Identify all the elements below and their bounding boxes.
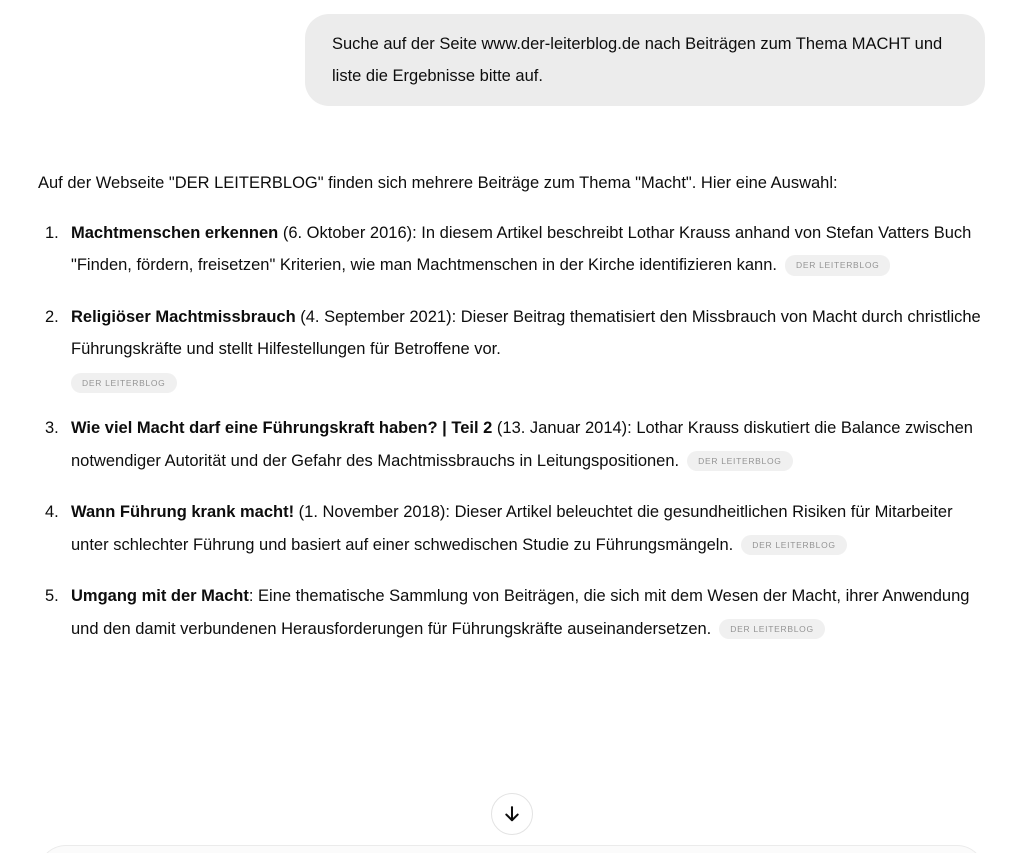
item-text: (6. Oktober 2016): In diesem Artikel beschreibt Lothar Krauss anhand von Stefan Vatters Buch "Finden, fördern, freisetzen" Kriterien, wie man Machtmenschen in der Kirche identifizieren kann. bbox=[71, 223, 972, 274]
source-badge[interactable]: DER LEITERBLOG bbox=[719, 619, 825, 640]
item-title: Wann Führung krank macht! bbox=[71, 503, 295, 521]
list-item bbox=[38, 301, 985, 394]
arrow-down-icon bbox=[501, 803, 523, 825]
list-item bbox=[38, 412, 985, 477]
list-number: 5. bbox=[45, 587, 59, 605]
message-composer-input[interactable] bbox=[38, 845, 985, 853]
item-title: Religiöser Machtmissbrauch bbox=[71, 307, 296, 326]
list-number: 3. bbox=[45, 419, 59, 437]
list-item-body bbox=[71, 580, 985, 645]
list-number: 1. bbox=[45, 223, 59, 242]
list-item bbox=[38, 496, 985, 561]
user-message-row bbox=[38, 14, 985, 106]
scroll-to-bottom-button[interactable] bbox=[491, 793, 533, 835]
item-text: : Eine thematische Sammlung von Beiträgen, die sich mit dem Wesen der Macht, ihrer Anwendung und den damit verbundenen Herausforderungen für Führungskräfte auseinandersetzen. bbox=[71, 587, 970, 638]
item-text: (13. Januar 2014): Lothar Krauss diskutiert die Balance zwischen notwendiger Autorität und der Gefahr des Machtmissbrauchs in Leitungspositionen. bbox=[71, 419, 973, 470]
assistant-intro-paragraph: Auf der Webseite "DER LEITERBLOG" finden sich mehrere Beiträge zum Thema "Macht". Hier eine Auswahl: bbox=[38, 174, 838, 192]
source-badge[interactable]: DER LEITERBLOG bbox=[785, 255, 891, 276]
results-list bbox=[38, 217, 985, 646]
source-badge[interactable]: DER LEITERBLOG bbox=[71, 373, 177, 394]
item-title: Wie viel Macht darf eine Führungskraft haben? | Teil 2 bbox=[71, 419, 493, 437]
item-text: (1. November 2018): Dieser Artikel beleuchtet die gesundheitlichen Risiken für Mitarbeiter unter schlechter Führung und basiert auf einer schwedischen Studie zu Führungsmängeln. bbox=[71, 503, 953, 554]
list-number: 4. bbox=[45, 503, 59, 521]
source-badge[interactable]: DER LEITERBLOG bbox=[687, 451, 793, 472]
assistant-message bbox=[38, 167, 985, 664]
list-item-body bbox=[71, 217, 985, 282]
list-item-body bbox=[71, 496, 985, 561]
conversation-thread bbox=[38, 0, 985, 664]
list-item-body bbox=[71, 412, 985, 477]
item-text: (4. September 2021): Dieser Beitrag thematisiert den Missbrauch von Macht durch christliche Führungskräfte und stellt Hilfestellungen für Betroffene vor. bbox=[71, 307, 981, 358]
source-badge[interactable]: DER LEITERBLOG bbox=[741, 535, 847, 556]
list-number: 2. bbox=[45, 307, 59, 326]
list-item-body bbox=[71, 301, 985, 394]
item-title: Machtmenschen erkennen bbox=[71, 223, 279, 242]
item-title: Umgang mit der Macht bbox=[71, 587, 249, 605]
list-item bbox=[38, 580, 985, 645]
user-message-bubble: Suche auf der Seite www.der-leiterblog.de nach Beiträgen zum Thema MACHT und liste die Ergebnisse bitte auf. bbox=[305, 14, 985, 106]
list-item bbox=[38, 217, 985, 282]
